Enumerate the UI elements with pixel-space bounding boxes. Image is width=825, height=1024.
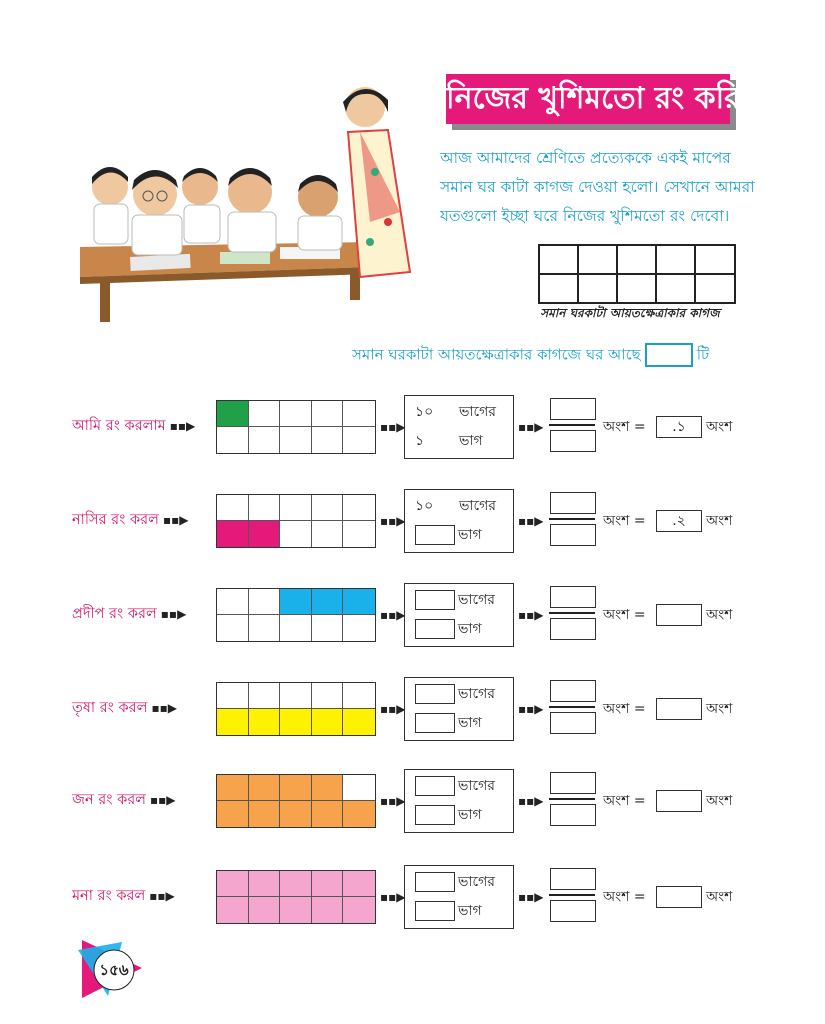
- numerator-input[interactable]: [550, 492, 596, 514]
- grid-cell[interactable]: [280, 801, 312, 827]
- grid-cell[interactable]: [249, 871, 281, 897]
- decimal-answer-box[interactable]: [656, 790, 702, 812]
- colored-grid: [216, 774, 376, 828]
- grid-cell[interactable]: [217, 401, 249, 427]
- decimal-answer-box[interactable]: [656, 886, 702, 908]
- fraction-line-bottom: [415, 900, 482, 922]
- intro-line: যতগুলো ইচ্ছা ঘরে নিজের খুশিমতো রং দেবো।: [440, 207, 730, 225]
- grid-cell[interactable]: [249, 897, 281, 923]
- fraction-bar: [549, 424, 595, 426]
- unit-label: অংশ: [706, 513, 733, 529]
- colored-parts-input[interactable]: [415, 619, 455, 639]
- fraction-bar: [549, 612, 595, 614]
- unit-label: অংশ: [706, 419, 733, 435]
- fraction-words-box: [404, 489, 514, 553]
- arrow-icon: ▪▪▶: [518, 514, 544, 528]
- grid-cell[interactable]: [249, 683, 281, 709]
- grid-cell[interactable]: [312, 401, 344, 427]
- total-parts-value: ১০: [415, 498, 434, 514]
- fraction-input: [550, 492, 596, 546]
- unit-label: অংশ: [706, 607, 733, 623]
- grid-cell[interactable]: [280, 683, 312, 709]
- intro-line: সমান ঘর কাটা কাগজ দেওয়া হলো। সেখানে আমরা: [440, 178, 755, 196]
- numerator-input[interactable]: [550, 398, 596, 420]
- parts-of-label: ভাগের: [459, 498, 496, 514]
- arrow-icon: ▪▪▶: [380, 890, 406, 904]
- arrow-icon: ▪▪▶: [169, 419, 196, 433]
- fraction-line-top: [415, 401, 496, 423]
- grid-cell[interactable]: [312, 871, 344, 897]
- grid-cell[interactable]: [249, 615, 281, 641]
- row-label: [72, 604, 186, 624]
- grid-cell[interactable]: [343, 401, 375, 427]
- fraction-bar: [549, 894, 595, 896]
- total-parts-input[interactable]: [415, 684, 455, 704]
- page-number: ১৫৬: [99, 961, 129, 979]
- grid-cell[interactable]: [343, 897, 375, 923]
- grid-cell[interactable]: [217, 427, 249, 453]
- denominator-input[interactable]: [550, 804, 596, 826]
- colored-grid: [216, 682, 376, 736]
- grid-cell[interactable]: [280, 871, 312, 897]
- grid-cell[interactable]: [343, 775, 375, 801]
- decimal-answer-box[interactable]: .১: [656, 416, 702, 438]
- decimal-answer-box[interactable]: [656, 698, 702, 720]
- row-label: [72, 416, 195, 436]
- fraction-bar: [549, 518, 595, 520]
- grid-cell[interactable]: [280, 615, 312, 641]
- fraction-bar: [549, 706, 595, 708]
- denominator-input[interactable]: [550, 524, 596, 546]
- colored-grid: [216, 870, 376, 924]
- fraction-words-box: [404, 769, 514, 833]
- grid-cell[interactable]: [312, 589, 344, 615]
- part-label: ভাগ: [458, 903, 482, 919]
- decimal-answer-box[interactable]: [656, 604, 702, 626]
- grid-cell[interactable]: [249, 589, 281, 615]
- colored-grid: [216, 588, 376, 642]
- arrow-icon: ▪▪▶: [380, 514, 406, 528]
- colored-parts-input[interactable]: [415, 713, 455, 733]
- grid-cell[interactable]: [217, 801, 249, 827]
- numerator-input[interactable]: [550, 868, 596, 890]
- demo-caption: সমান ঘরকাটা আয়তক্ষেত্রাকার কাগজ: [540, 306, 720, 320]
- row-label-text: তৃষা রং করল: [72, 700, 148, 716]
- arrow-icon: ▪▪▶: [149, 889, 175, 903]
- fraction-line-top: [415, 775, 495, 797]
- total-parts-input[interactable]: [415, 590, 455, 610]
- grid-cell[interactable]: [249, 427, 281, 453]
- unit-label: অংশ: [706, 889, 733, 905]
- arrow-icon: ▪▪▶: [380, 794, 406, 808]
- grid-cell[interactable]: [217, 521, 249, 547]
- colored-grid: [216, 494, 376, 548]
- denominator-input[interactable]: [550, 712, 596, 734]
- colored-grid: [216, 400, 376, 454]
- row-label: [72, 790, 176, 810]
- classroom-illustration: [70, 72, 430, 322]
- grid-cell[interactable]: [343, 589, 375, 615]
- grid-cell[interactable]: [217, 495, 249, 521]
- arrow-icon: ▪▪▶: [518, 702, 544, 716]
- arrow-icon: ▪▪▶: [518, 608, 544, 622]
- grid-cell[interactable]: [249, 521, 281, 547]
- decimal-answer-box[interactable]: .২: [656, 510, 702, 532]
- numerator-input[interactable]: [550, 772, 596, 794]
- demo-grid-paper: [538, 244, 736, 304]
- equals-label: অংশ =: [603, 513, 646, 529]
- row-label-text: আমি রং করলাম: [72, 418, 166, 434]
- count-prefix: সমান ঘরকাটা আয়তক্ষেত্রাকার কাগজে ঘর আছে: [352, 345, 641, 364]
- unit-label: অংশ: [706, 793, 733, 809]
- equals-label: অংশ =: [603, 889, 646, 905]
- grid-cell[interactable]: [217, 683, 249, 709]
- numerator-input[interactable]: [550, 586, 596, 608]
- arrow-icon: ▪▪▶: [150, 793, 176, 807]
- arrow-icon: ▪▪▶: [518, 420, 544, 434]
- arrow-icon: ▪▪▶: [518, 890, 544, 904]
- grid-cell[interactable]: [343, 683, 375, 709]
- parts-of-label: ভাগের: [458, 592, 495, 608]
- parts-of-label: ভাগের: [458, 686, 495, 702]
- grid-cell[interactable]: [312, 801, 344, 827]
- intro-paragraph: [440, 144, 770, 231]
- grid-cell[interactable]: [312, 615, 344, 641]
- part-label: ভাগ: [458, 715, 482, 731]
- row-label: [72, 510, 188, 530]
- fraction-words-box: [404, 395, 514, 459]
- fraction-line-top: [415, 871, 495, 893]
- grid-cell[interactable]: [312, 683, 344, 709]
- fraction-words-box: [404, 583, 514, 647]
- arrow-icon: ▪▪▶: [151, 701, 177, 715]
- grid-cell[interactable]: [343, 427, 375, 453]
- row-label-text: প্রদীপ রং করল: [72, 606, 157, 622]
- equals-label: অংশ =: [603, 793, 646, 809]
- total-parts-value: ১০: [415, 404, 434, 420]
- fraction-words-box: [404, 677, 514, 741]
- grid-cell[interactable]: [249, 709, 281, 735]
- grid-cell[interactable]: [312, 897, 344, 923]
- grid-cell[interactable]: [280, 709, 312, 735]
- grid-cell[interactable]: [280, 897, 312, 923]
- fraction-line-bottom: [415, 618, 482, 640]
- grid-cell[interactable]: [217, 709, 249, 735]
- fraction-input: [550, 772, 596, 826]
- row-label-text: জন রং করল: [72, 792, 146, 808]
- grid-cell[interactable]: [217, 615, 249, 641]
- part-label: ভাগ: [458, 621, 482, 637]
- grid-cell[interactable]: [280, 775, 312, 801]
- grid-cell[interactable]: [249, 495, 281, 521]
- fraction-line-bottom: [415, 712, 482, 734]
- fraction-line-top: [415, 683, 495, 705]
- arrow-icon: ▪▪▶: [380, 420, 406, 434]
- arrow-icon: ▪▪▶: [518, 794, 544, 808]
- fraction-line-top: [415, 495, 496, 517]
- grid-cell[interactable]: [343, 801, 375, 827]
- grid-cell[interactable]: [312, 709, 344, 735]
- grid-cell[interactable]: [280, 521, 312, 547]
- grid-cell[interactable]: [280, 427, 312, 453]
- grid-cell[interactable]: [312, 521, 344, 547]
- grid-cell[interactable]: [312, 495, 344, 521]
- equals-label: অংশ =: [603, 701, 646, 717]
- row-label-text: মনা রং করল: [72, 888, 146, 904]
- grid-cell[interactable]: [280, 495, 312, 521]
- colored-parts-input[interactable]: [415, 805, 455, 825]
- parts-of-label: ভাগের: [458, 778, 495, 794]
- grid-cell[interactable]: [280, 589, 312, 615]
- part-label: ভাগ: [458, 807, 482, 823]
- grid-cell[interactable]: [249, 775, 281, 801]
- grid-cell[interactable]: [280, 401, 312, 427]
- fraction-line-bottom: [415, 804, 482, 826]
- arrow-icon: ▪▪▶: [162, 513, 189, 527]
- grid-cell[interactable]: [343, 495, 375, 521]
- unit-label: অংশ: [706, 701, 733, 717]
- grid-cell[interactable]: [343, 615, 375, 641]
- part-label: ভাগ: [458, 527, 482, 543]
- row-label-text: নাসির রং করল: [72, 512, 159, 528]
- denominator-input[interactable]: [550, 618, 596, 640]
- cell-count-question: [352, 343, 709, 365]
- grid-cell[interactable]: [343, 709, 375, 735]
- colored-parts-input[interactable]: [415, 525, 455, 545]
- row-label: [72, 886, 175, 906]
- fraction-input: [550, 868, 596, 922]
- part-label: ভাগ: [459, 433, 483, 449]
- colored-parts-value: ১: [415, 433, 425, 449]
- arrow-icon: ▪▪▶: [380, 702, 406, 716]
- grid-cell[interactable]: [249, 801, 281, 827]
- equals-label: অংশ =: [603, 419, 646, 435]
- parts-of-label: ভাগের: [459, 404, 496, 420]
- intro-line: আজ আমাদের শ্রেণিতে প্রত্যেককে একই মাপের: [440, 149, 731, 167]
- grid-cell[interactable]: [249, 401, 281, 427]
- denominator-input[interactable]: [550, 900, 596, 922]
- grid-cell[interactable]: [217, 775, 249, 801]
- row-label: [72, 698, 177, 718]
- numerator-input[interactable]: [550, 680, 596, 702]
- equals-label: অংশ =: [603, 607, 646, 623]
- arrow-icon: ▪▪▶: [160, 607, 187, 621]
- fraction-input: [550, 586, 596, 640]
- grid-cell[interactable]: [217, 589, 249, 615]
- fraction-line-bottom: [415, 524, 482, 546]
- fraction-words-box: [404, 865, 514, 929]
- fraction-line-top: [415, 589, 495, 611]
- total-parts-input[interactable]: [415, 872, 455, 892]
- grid-cell[interactable]: [217, 871, 249, 897]
- fraction-bar: [549, 798, 595, 800]
- arrow-icon: ▪▪▶: [380, 608, 406, 622]
- fraction-input: [550, 680, 596, 734]
- page-title: নিজের খুশিমতো রং করি: [446, 74, 730, 124]
- fraction-input: [550, 398, 596, 452]
- grid-cell[interactable]: [312, 775, 344, 801]
- grid-cell[interactable]: [343, 521, 375, 547]
- grid-cell[interactable]: [343, 871, 375, 897]
- parts-of-label: ভাগের: [458, 874, 495, 890]
- grid-cell[interactable]: [217, 897, 249, 923]
- total-parts-input[interactable]: [415, 776, 455, 796]
- fraction-line-bottom: [415, 430, 483, 452]
- count-answer-box[interactable]: [645, 343, 693, 367]
- colored-parts-input[interactable]: [415, 901, 455, 921]
- count-suffix: টি: [696, 345, 710, 364]
- denominator-input[interactable]: [550, 430, 596, 452]
- grid-cell[interactable]: [312, 427, 344, 453]
